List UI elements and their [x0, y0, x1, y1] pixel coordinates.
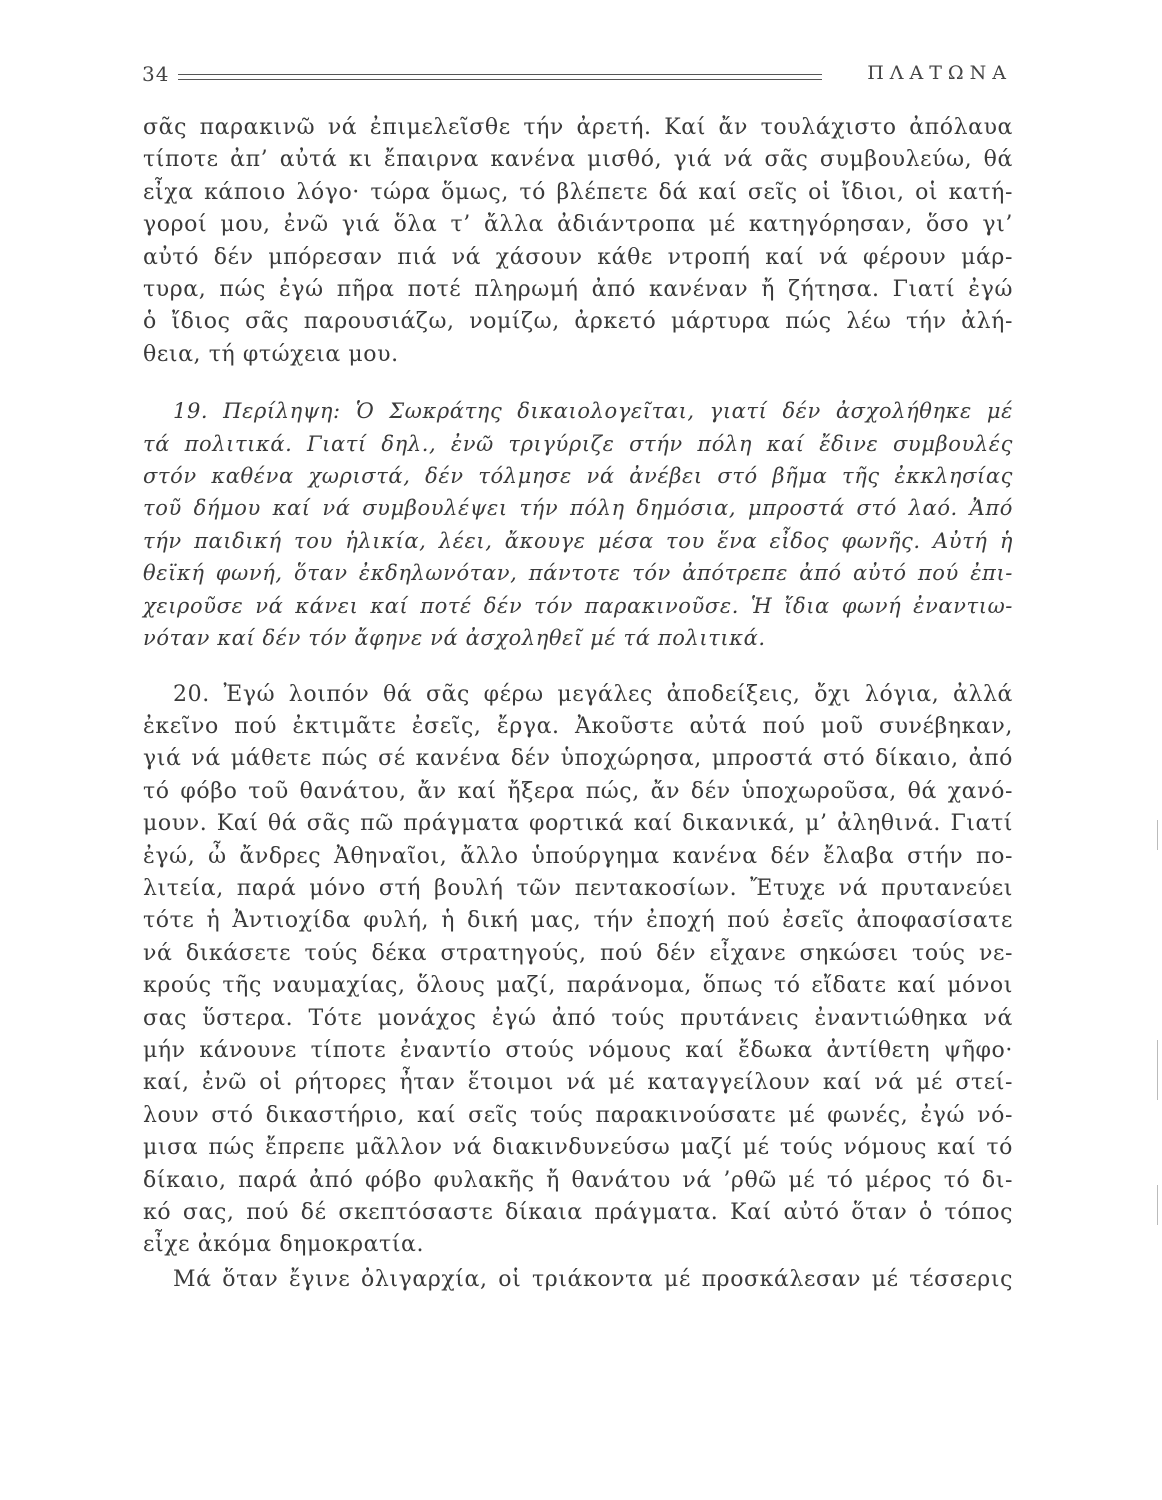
text-line: θεϊκή φωνή, ὅταν ἐκδηλωνόταν, πάντοτε τόν ἀπότρεπε ἀπό αὐτό πού ἐπι- [143, 561, 1013, 586]
paragraph-20 [143, 679, 1013, 1262]
text-line: Μά ὅταν ἔγινε ὀλιγαρχία, οἱ τριάκοντα μέ προσκάλεσαν μέ τέσσερις [173, 1266, 1013, 1292]
text-line: τυρα, πώς ἐγώ πῆρα ποτέ πληρωμή ἀπό κανέναν ἤ ζήτησα. Γιατί ἐγώ [143, 277, 1013, 303]
paragraph-gap [143, 371, 1013, 395]
text-line: μισα πώς ἔπρεπε μᾶλλον νά διακινδυνεύσω μαζί μέ τούς νόμους καί τό [143, 1135, 1013, 1161]
text-line: σᾶς παρακινῶ νά ἐπιμελεῖσθε τήν ἀρετή. Καί ἄν τουλάχιστο ἀπόλαυα [143, 115, 1013, 140]
page-header [142, 62, 1012, 92]
text-line: τοῦ δήμου καί νά συμβουλέψει τήν πόλη δημόσια, μπροστά στό λαό. Ἀπό [143, 496, 1013, 521]
text-line: μήν κάνουνε τίποτε ἐναντίο στούς νόμους καί ἔδωκα ἀντίθετη ψῆφο· [143, 1037, 1013, 1063]
text-line: θεια, τή φτώχεια μου. [143, 341, 399, 367]
scan-edge-mark [1157, 820, 1158, 850]
text-line: γοροί μου, ἐνῶ γιά ὅλα τ’ ἄλλα ἀδιάντροπα μέ κατηγόρησαν, ὅσο γι’ [143, 212, 1013, 238]
text-line: δίκαιο, παρά ἀπό φόβο φυλακῆς ἤ θανάτου νά ’ρθῶ μέ τό μέρος τό δι- [143, 1167, 1013, 1193]
page-number: 34 [142, 62, 170, 86]
paragraph-continuation [143, 112, 1013, 371]
text-line: ὁ ἴδιος σᾶς παρουσιάζω, νομίζω, ἀρκετό μάρτυρα πώς λέω τήν ἀλή- [143, 309, 1013, 335]
header-double-rule [178, 74, 822, 80]
text-line: 20. Ἐγώ λοιπόν θά σᾶς φέρω μεγάλες ἀποδείξεις, ὄχι λόγια, ἀλλά [173, 681, 1013, 707]
text-line: νόταν καί δέν τόν ἄφηνε νά ἀσχοληθεῖ μέ τά πολιτικά. [143, 626, 766, 651]
text-line: τίποτε ἀπ’ αὐτά κι ἔπαιρνα κανένα μισθό, γιά νά σᾶς συμβουλεύω, θά [143, 147, 1013, 173]
summary-paragraph-19 [143, 395, 1013, 654]
text-line: γιά νά μάθετε πώς σέ κανένα δέν ὑποχώρησα, μπροστά στό δίκαιο, ἀπό [143, 746, 1013, 772]
text-line: στόν καθένα χωριστά, δέν τόλμησε νά ἀνέβει στό βῆμα τῆς ἐκκλησίας [143, 464, 1013, 489]
running-title: ΠΛΑΤΩΝΑ [867, 62, 1012, 84]
text-line: εἶχα κάποιο λόγο· τώρα ὅμως, τό βλέπετε δά καί σεῖς οἱ ἴδιοι, οἱ κατή- [143, 179, 1013, 205]
text-line: μουν. Καί θά σᾶς πῶ πράγματα φορτικά καί δικανικά, μ’ ἀληθινά. Γιατί [143, 811, 1013, 837]
text-line: 19. Περίληψη: Ὁ Σωκράτης δικαιολογεῖται, γιατί δέν ἀσχολήθηκε μέ [173, 399, 1013, 424]
text-line: νά δικάσετε τούς δέκα στρατηγούς, πού δέν εἶχανε σηκώσει τούς νε- [143, 940, 1013, 966]
scan-edge-mark [1157, 1185, 1158, 1225]
text-line: κό σας, πού δέ σκεπτόσαστε δίκαια πράγματα. Καί αὐτό ὅταν ὁ τόπος [143, 1200, 1013, 1225]
text-line: σας ὕστερα. Τότε μονάχος ἐγώ ἀπό τούς πρυτάνεις ἐναντιώθηκα νά [143, 1005, 1013, 1031]
text-line: λουν στό δικαστήριο, καί σεῖς τούς παρακινούσατε μέ φωνές, ἐγώ νό- [143, 1102, 1013, 1128]
text-line: τότε ἡ Ἀντιοχίδα φυλή, ἡ δική μας, τήν ἐποχή πού ἐσεῖς ἀποφασίσατε [143, 908, 1013, 934]
page-body [143, 112, 1013, 1296]
text-line: λιτεία, παρά μόνο στή βουλή τῶν πεντακοσίων. Ἔτυχε νά πρυτανεύει [143, 875, 1013, 901]
text-line: τά πολιτικά. Γιατί δηλ., ἐνῶ τριγύριζε στήν πόλη καί ἔδινε συμβουλές [143, 431, 1013, 456]
paragraph-continuing [143, 1264, 1013, 1296]
text-line: τήν παιδική του ἡλικία, λέει, ἄκουγε μέσα του ἕνα εἶδος φωνῆς. Αὐτή ἡ [143, 528, 1013, 553]
text-line: κρούς τῆς ναυμαχίας, ὅλους μαζί, παράνομα, ὅπως τό εἴδατε καί μόνοι [143, 973, 1013, 999]
text-line: αὐτό δέν μπόρεσαν πιά νά χάσουν κάθε ντροπή καί νά φέρουν μάρ- [143, 244, 1013, 270]
text-line: καί, ἐνῶ οἱ ρήτορες ἦταν ἕτοιμοι νά μέ καταγγείλουν καί νά μέ στεί- [143, 1070, 1013, 1096]
text-line: ἐκεῖνο πού ἐκτιμᾶτε ἐσεῖς, ἔργα. Ἀκοῦστε αὐτά πού μοῦ συνέβηκαν, [143, 713, 1013, 739]
scan-edge-mark [1157, 1040, 1158, 1100]
text-line: ἐγώ, ὦ ἄνδρες Ἀθηναῖοι, ἄλλο ὑπούργημα κανένα δέν ἔλαβα στήν πο- [143, 843, 1013, 869]
text-line: τό φόβο τοῦ θανάτου, ἄν καί ἤξερα πώς, ἄν δέν ὑποχωροῦσα, θά χανό- [143, 778, 1013, 804]
text-line: εἶχε ἀκόμα δημοκρατία. [143, 1232, 425, 1258]
paragraph-gap [143, 655, 1013, 679]
text-line: χειροῦσε νά κάνει καί ποτέ δέν τόν παρακινοῦσε. Ἡ ἴδια φωνή ἐναντιω- [143, 593, 1013, 618]
